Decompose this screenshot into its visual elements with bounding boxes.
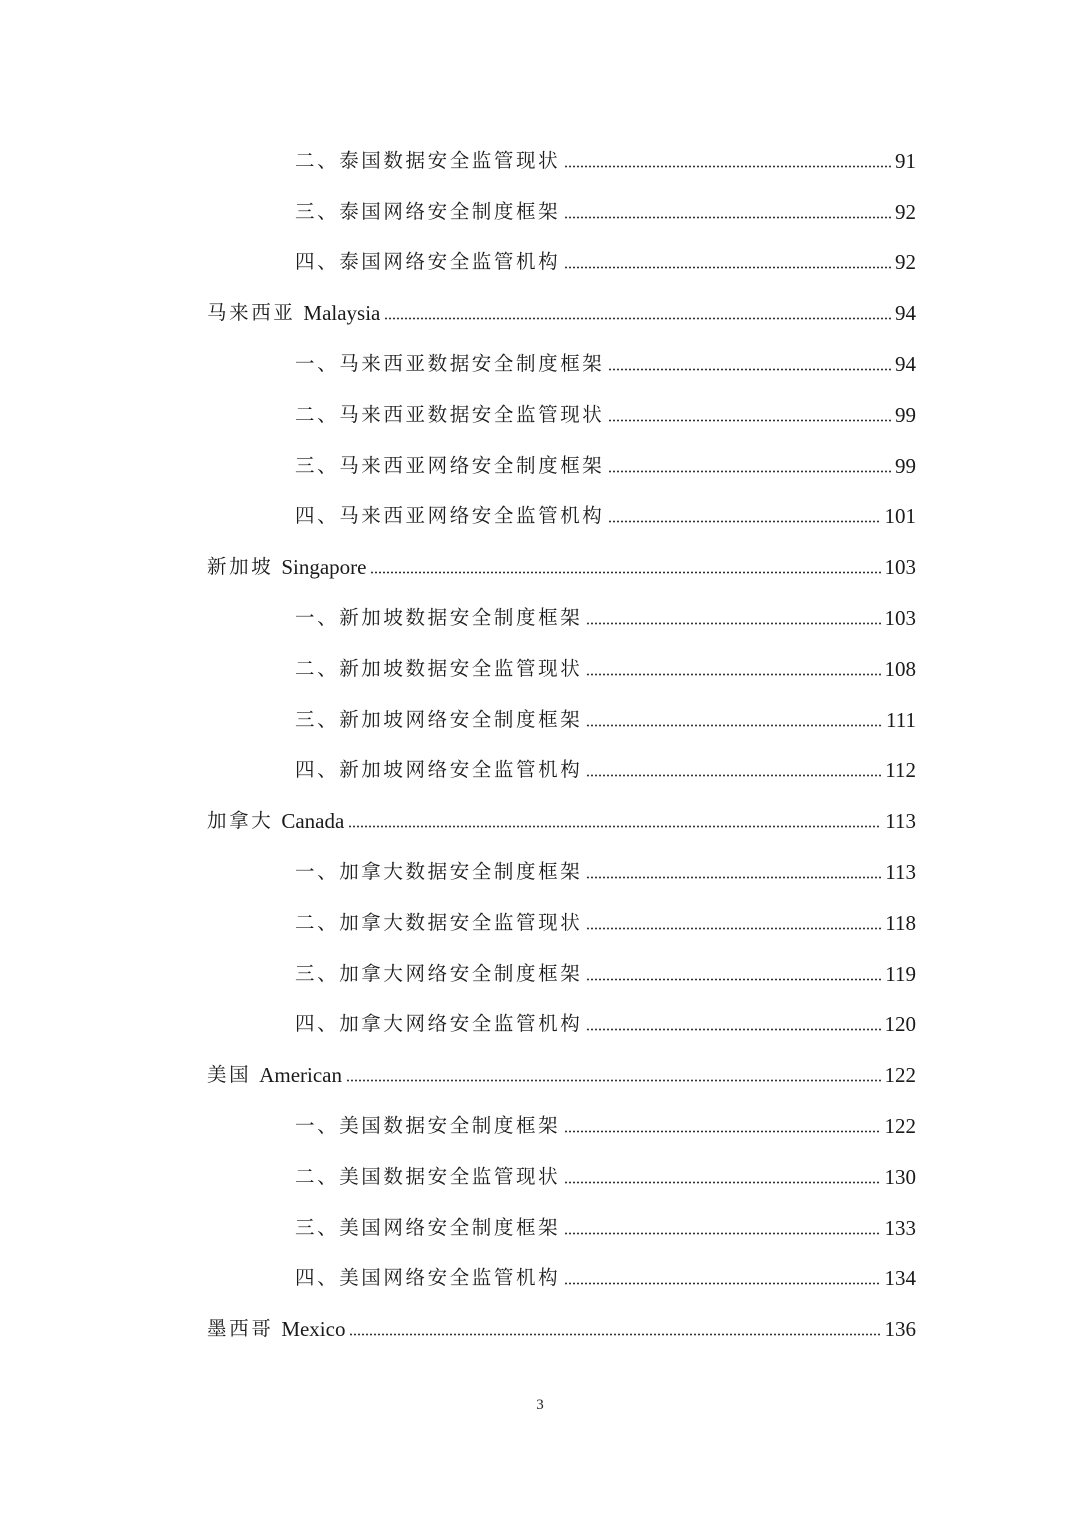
dot-leader [608,419,891,422]
toc-page-number: 120 [884,1012,916,1037]
toc-title: 美国 [207,1063,252,1087]
toc-title: 马来西亚 [207,301,296,325]
toc-page-number: 94 [895,351,916,376]
toc-section-entry[interactable] [0,389,1080,440]
toc-title: 一、马来西亚数据安全制度框架 [295,351,605,375]
toc-page-number: 122 [884,1063,916,1088]
toc-section-entry[interactable] [0,237,1080,288]
toc-title: 一、新加坡数据安全制度框架 [295,605,583,629]
toc-section-entry[interactable] [0,948,1080,999]
dot-leader [586,978,881,981]
dot-leader [564,1232,880,1235]
toc-title: 一、美国数据安全制度框架 [295,1113,561,1137]
dot-leader [349,1333,880,1336]
toc-page-number: 130 [884,1164,916,1189]
toc-page-number: 113 [885,809,916,834]
dot-leader [564,1181,880,1184]
dot-leader [586,876,881,879]
toc-page-number: 99 [895,453,916,478]
toc-page-number: 103 [884,605,916,630]
dot-leader [586,1028,880,1031]
toc-chapter-entry[interactable] [0,795,1080,846]
toc-section-entry[interactable] [0,1202,1080,1253]
toc-title: 二、新加坡数据安全监管现状 [295,656,583,680]
toc-title: 二、马来西亚数据安全监管现状 [295,402,605,426]
toc-section-entry[interactable] [0,694,1080,745]
toc-title: 三、新加坡网络安全制度框架 [295,707,583,731]
dot-leader [370,571,880,574]
toc-page-number: 99 [895,402,916,427]
toc-page-number: 122 [884,1113,916,1138]
toc-page-number: 118 [885,910,916,935]
toc-english-title: Singapore [281,555,367,580]
toc-title: 新加坡 [207,555,274,579]
toc-title: 四、马来西亚网络安全监管机构 [295,504,605,528]
toc-title: 三、泰国网络安全制度框架 [295,199,561,223]
toc-title: 墨西哥 [207,1317,274,1341]
toc-chapter-entry[interactable] [0,1303,1080,1354]
toc-page-number: 136 [884,1317,916,1342]
toc-page-number: 108 [884,656,916,681]
toc-section-entry[interactable] [0,186,1080,237]
toc-section-entry[interactable] [0,643,1080,694]
dot-leader [564,266,891,269]
toc-title: 加拿大 [207,809,274,833]
dot-leader [564,216,891,219]
dot-leader [586,724,882,727]
dot-leader [348,825,881,828]
toc-title: 三、马来西亚网络安全制度框架 [295,453,605,477]
dot-leader [586,927,881,930]
toc-title: 三、美国网络安全制度框架 [295,1215,561,1239]
toc-page-number: 111 [886,707,916,732]
dot-leader [564,165,891,168]
page-number: 3 [536,1397,544,1413]
toc-page-number: 92 [895,250,916,275]
toc-english-title: Canada [281,809,345,834]
toc-chapter-entry[interactable] [0,287,1080,338]
toc-section-entry[interactable] [0,745,1080,796]
dot-leader [564,1282,880,1285]
dot-leader [586,622,880,625]
toc-english-title: Malaysia [303,301,381,326]
toc-english-title: American [259,1063,342,1088]
toc-english-title: Mexico [281,1317,346,1342]
toc-page-number: 133 [884,1215,916,1240]
dot-leader [586,673,880,676]
toc-section-entry[interactable] [0,135,1080,186]
toc-title: 四、新加坡网络安全监管机构 [295,758,583,782]
dot-leader [586,774,881,777]
toc-chapter-entry[interactable] [0,541,1080,592]
dot-leader [384,317,891,320]
toc-title: 二、泰国数据安全监管现状 [295,148,561,172]
toc-section-entry[interactable] [0,440,1080,491]
toc-title: 一、加拿大数据安全制度框架 [295,859,583,883]
toc-section-entry[interactable] [0,1151,1080,1202]
toc-section-entry[interactable] [0,897,1080,948]
toc-title: 二、加拿大数据安全监管现状 [295,910,583,934]
dot-leader [608,520,880,523]
toc-section-entry[interactable] [0,592,1080,643]
toc-section-entry[interactable] [0,491,1080,542]
toc-page-number: 94 [895,301,916,326]
toc-page-number: 119 [885,961,916,986]
toc-page-number: 92 [895,199,916,224]
dot-leader [346,1079,881,1082]
toc-page-number: 113 [885,859,916,884]
toc-section-entry[interactable] [0,1253,1080,1304]
toc-page-number: 112 [885,758,916,783]
toc-section-entry[interactable] [0,338,1080,389]
dot-leader [608,470,891,473]
toc-title: 四、泰国网络安全监管机构 [295,250,561,274]
toc-page-number: 103 [884,555,916,580]
toc-page-number: 91 [895,148,916,173]
toc-page-number: 101 [884,504,916,529]
toc-page-number: 134 [884,1266,916,1291]
toc-chapter-entry[interactable] [0,1049,1080,1100]
toc-title: 四、美国网络安全监管机构 [295,1266,561,1290]
toc-section-entry[interactable] [0,999,1080,1050]
toc-section-entry[interactable] [0,846,1080,897]
toc-title: 四、加拿大网络安全监管机构 [295,1012,583,1036]
toc-section-entry[interactable] [0,1100,1080,1151]
dot-leader [608,368,891,371]
table-of-contents [0,135,1080,1354]
toc-title: 二、美国数据安全监管现状 [295,1164,561,1188]
toc-title: 三、加拿大网络安全制度框架 [295,961,583,985]
dot-leader [564,1130,880,1133]
